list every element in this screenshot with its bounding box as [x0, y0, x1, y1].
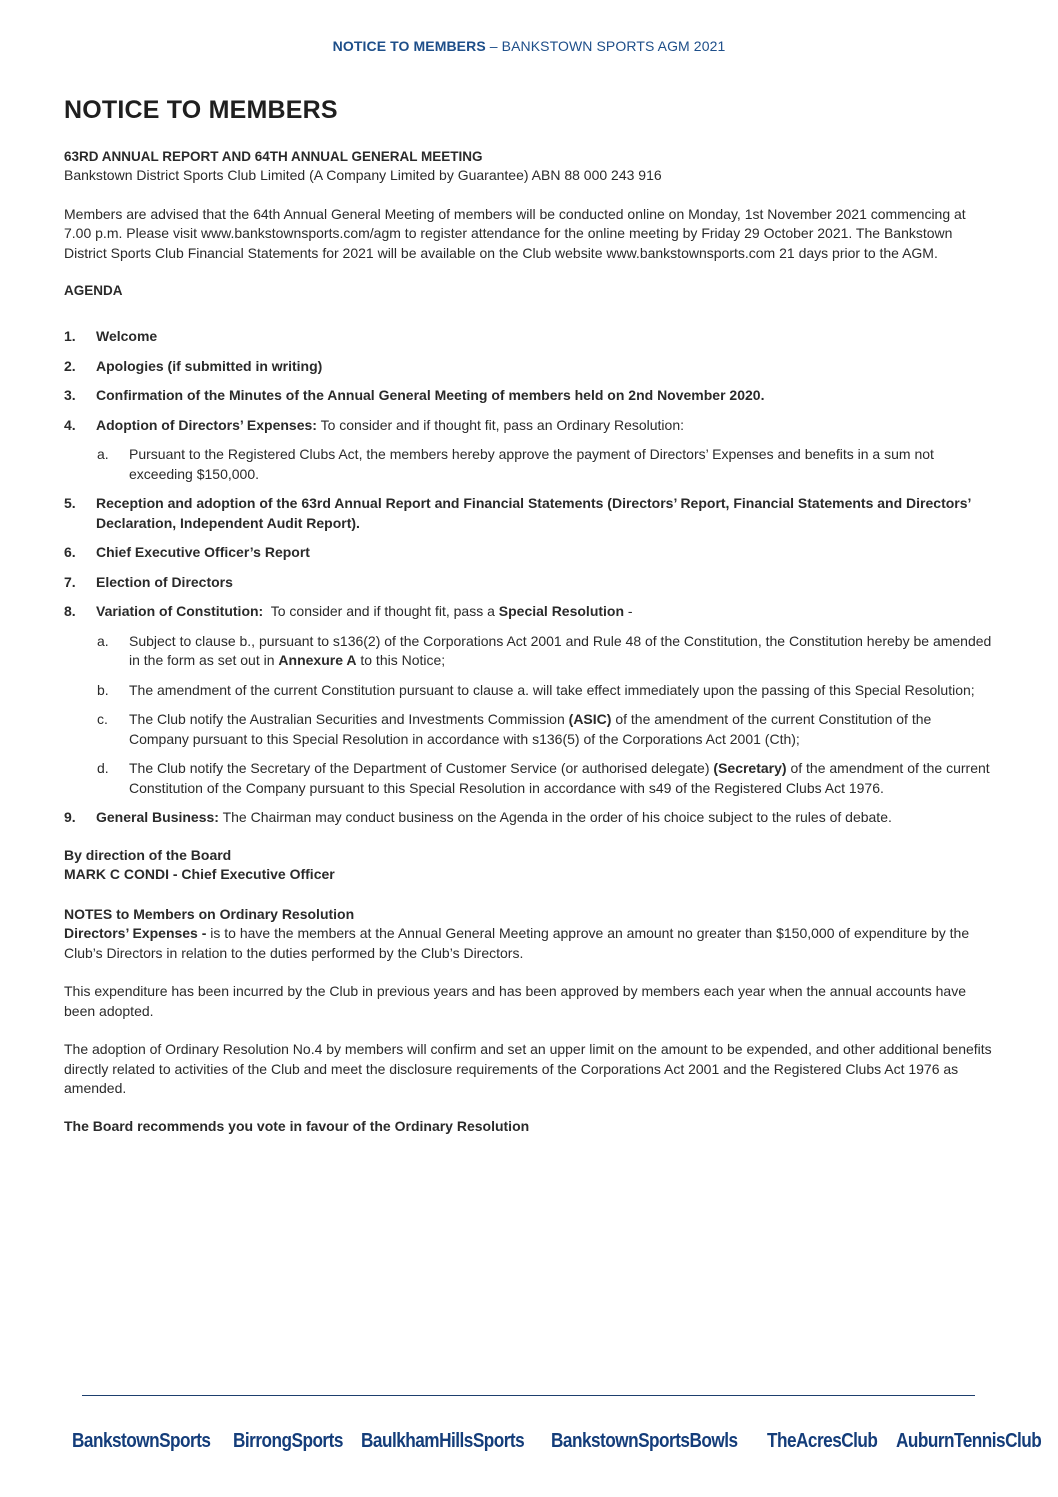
sub-item — [96, 632, 994, 671]
agenda-item-title: Adoption of Directors’ Expenses: — [96, 416, 317, 433]
signoff-line: By direction of the Board — [64, 846, 232, 863]
sub-item-text: The Club notify the Australian Securities and Investments Commission — [129, 711, 569, 727]
agenda-item-number: 8. — [64, 603, 76, 619]
sub-item-text: Subject to clause b., pursuant to s136(2) of the Corporations Act 2001 and Rule 48 of the Constitution, the Constitution hereby be amended in the form as set out in — [129, 632, 992, 668]
agenda-item-emphasis: Special Resolution — [498, 603, 625, 619]
agenda-item-title: Election of Directors — [96, 573, 233, 590]
agenda-item — [64, 386, 994, 406]
notes-term: Directors’ Expenses - — [64, 925, 207, 941]
sub-item-text: The Club notify the Secretary of the Department of Customer Service (or authorised delegate) — [129, 760, 714, 776]
sub-item — [96, 445, 994, 484]
agenda-item-title: Reception and adoption of the 63rd Annual Report and Financial Statements (Directors’ Report, Financial Statements and Directors’ Declaration, Independent Audit Report). — [96, 495, 971, 531]
sub-list — [96, 445, 994, 484]
sub-item-emphasis: (Secretary) — [713, 760, 787, 776]
intro-paragraph: Members are advised that the 64th Annual General Meeting of members will be conducted online on Monday, 1st November 2021 commencing at 7.00 p.m. Please visit www.bankstownsports.com/agm to register attendance for the online meeting by Friday 29 October 2021. The Bankstown District Sports Club Financial Statements for 2021 will be available on the Club website www.bankstownsports.com 21 days prior to the AGM. — [64, 205, 966, 261]
sub-item-text: to this Notice; — [356, 652, 446, 668]
brand-logo-bankstown-sports-bowls: BankstownSportsBowls — [550, 1430, 738, 1452]
brand-logo-auburn-tennis-club: AuburnTennisClub — [895, 1430, 1042, 1452]
agenda-item-title: Confirmation of the Minutes of the Annual General Meeting of members held on 2nd November 2020. — [96, 387, 765, 403]
sub-item-emphasis: Annexure A — [278, 652, 357, 668]
notes-paragraph: This expenditure has been incurred by the Club in previous years and has been approved by members each year when the annual accounts have been adopted. — [64, 983, 967, 1019]
agenda-item-number: 7. — [64, 573, 76, 590]
agenda-item-number: 3. — [64, 387, 76, 403]
running-header-subtitle: – BANKSTOWN SPORTS AGM 2021 — [485, 38, 726, 54]
sub-item-text: The amendment of the current Constitution pursuant to clause a. will take effect immediately upon the passing of this Special Resolution; — [129, 681, 975, 698]
notes-paragraph: The adoption of Ordinary Resolution No.4 by members will confirm and set an upper limit on the amount to be expended, and other additional benefits directly related to activities of the Club and meet the disclosure requirements of the Corporations Act 2001 and the Registered Clubs Act 1976 as amended. — [64, 1041, 992, 1096]
sub-item-text: of the amendment of the current Constitution of the Company pursuant to this Special Resolution in accordance with s49 of the Registered Clubs Act 1976. — [129, 760, 990, 796]
agenda-item-text: - — [624, 603, 633, 619]
sub-item-letter: a. — [97, 446, 109, 462]
brand-logo-bankstown-sports: BankstownSports — [72, 1430, 211, 1452]
agenda-item-number: 9. — [64, 809, 76, 825]
signoff — [64, 846, 994, 885]
agenda-item-title: Variation of Constitution: — [96, 603, 264, 619]
agenda-item-number: 4. — [64, 416, 76, 433]
sub-item-letter: d. — [97, 760, 109, 776]
agenda-item-number: 2. — [64, 357, 76, 374]
sub-item-letter: a. — [97, 632, 109, 649]
page-title: NOTICE TO MEMBERS — [64, 96, 338, 124]
brand-logo-the-acres-club: TheAcresClub — [767, 1430, 878, 1452]
agenda-item — [64, 416, 994, 485]
notes-text: is to have the members at the Annual General Meeting approve an amount no greater than $150,000 of expenditure by the Club’s Directors in relation to the duties performed by the Club’s Directors. — [64, 925, 970, 961]
running-header-title: NOTICE TO MEMBERS — [332, 38, 486, 54]
agenda-item — [64, 602, 994, 798]
agenda-item-title: Welcome — [96, 328, 158, 344]
sub-item-text: Pursuant to the Registered Clubs Act, the members hereby approve the payment of Directors’ Expenses and benefits in a sum not exceeding $150,000. — [129, 446, 934, 482]
footer-brand-strip — [72, 1430, 1042, 1453]
agenda-item — [64, 494, 994, 533]
agenda-item-text: The Chairman may conduct business on the Agenda in the order of his choice subject to the rules of debate. — [218, 809, 892, 825]
agenda-item-number: 6. — [64, 544, 76, 560]
company-line: Bankstown District Sports Club Limited (A Company Limited by Guarantee) ABN 88 000 243 916 — [64, 167, 662, 183]
agenda-item — [64, 327, 994, 347]
sub-item — [96, 681, 994, 701]
agenda-item-text: To consider and if thought fit, pass a — [263, 603, 499, 619]
agenda-list — [64, 327, 994, 828]
sub-item-text: of the amendment of the current Constitution of the Company pursuant to this Special Resolution in accordance with s136(5) of the Corporations Act 2001 (Cth); — [129, 711, 932, 747]
notes-paragraph — [64, 924, 994, 963]
agenda-item-text: To consider and if thought fit, pass an Ordinary Resolution: — [316, 416, 684, 433]
signoff-signatory: MARK C CONDI - Chief Executive Officer — [64, 866, 335, 882]
footer-divider — [82, 1395, 975, 1396]
brand-logo-birrong-sports: BirrongSports — [233, 1430, 343, 1452]
agenda-item — [64, 573, 994, 593]
running-header — [0, 38, 1058, 54]
sub-item — [96, 759, 994, 798]
brand-logo-baulkham-hills-sports: BaulkhamHillsSports — [360, 1430, 524, 1452]
agenda-item-number: 5. — [64, 495, 76, 511]
notice-content — [64, 96, 994, 1134]
sub-item-emphasis: (ASIC) — [568, 711, 612, 727]
agenda-item-title: General Business: — [96, 809, 219, 825]
agenda-heading: AGENDA — [64, 283, 123, 298]
board-recommendation: The Board recommends you vote in favour of the Ordinary Resolution — [64, 1117, 530, 1134]
agenda-item-number: 1. — [64, 328, 76, 344]
sub-list — [96, 632, 994, 799]
sub-item — [96, 710, 994, 749]
notes-heading: NOTES to Members on Ordinary Resolution — [64, 905, 355, 922]
sub-item-letter: b. — [97, 681, 109, 698]
agenda-item-title: Chief Executive Officer’s Report — [96, 544, 310, 560]
agenda-item — [64, 808, 994, 828]
agenda-item — [64, 543, 994, 563]
report-subheading: 63RD ANNUAL REPORT AND 64TH ANNUAL GENERAL MEETING — [64, 149, 483, 164]
sub-item-letter: c. — [97, 711, 108, 727]
agenda-item-title: Apologies (if submitted in writing) — [96, 357, 323, 374]
agenda-item — [64, 357, 994, 377]
